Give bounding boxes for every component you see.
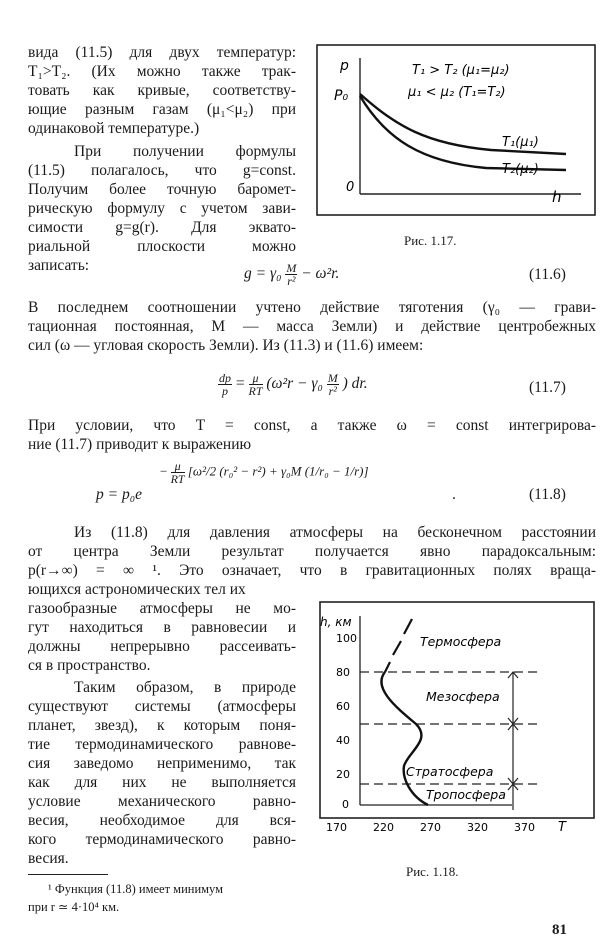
- condition-1: T₁ > T₂ (μ₁=μ₂): [412, 63, 510, 78]
- equation-number: (11.8): [529, 486, 566, 503]
- layer-label: Тропосфера: [426, 787, 506, 802]
- x-tick: 320: [467, 821, 488, 834]
- equation-11-6: [244, 262, 339, 287]
- text-line: от центра Земли результат получается явно парадоксальным:: [28, 543, 596, 560]
- footnote-rule: [28, 874, 108, 875]
- eq-p: p: [222, 384, 228, 398]
- y-tick: 20: [336, 768, 350, 781]
- text-line: весия, необходимое для вся-: [28, 812, 296, 829]
- text-line: ющие разным газам (μ₁<μ₂) при: [28, 101, 296, 118]
- figure-1-17: [316, 44, 596, 216]
- figure-1-18: [312, 600, 600, 846]
- origin-label: 0: [346, 180, 355, 195]
- text-line: ние (11.7) приводит к выражению: [28, 436, 252, 453]
- eq-r2: r²: [328, 384, 337, 398]
- text-line: T₁>T₂. (Их можно также трак-: [28, 63, 296, 80]
- eq-exp-mu: μ: [171, 460, 185, 473]
- text-line: риальной плоскости можно: [28, 238, 296, 255]
- y-tick: 60: [336, 700, 350, 713]
- eq-rhs: − ω²r.: [301, 265, 340, 283]
- condition-2: μ₁ < μ₂ (T₁=T₂): [408, 85, 506, 100]
- y-tick: 80: [336, 666, 350, 679]
- text-line: тационная постоянная, M — масса Земли) и действие центробежных: [28, 318, 596, 335]
- text-line: существуют системы (атмосферы: [28, 698, 296, 715]
- text-line: гут находиться в равновесии и: [28, 619, 296, 636]
- text-line: вида (11.5) для двух температур:: [28, 44, 296, 61]
- axis-h-label: h: [552, 188, 562, 206]
- figure-1-17-plot: [316, 44, 596, 216]
- text-line: планет, звезд), к которым поня-: [28, 717, 296, 734]
- text-line: тие термодинамического равнове-: [28, 736, 296, 753]
- text-line: ющихся астрономических тел их: [28, 581, 246, 598]
- equation-number: (11.7): [529, 379, 566, 396]
- eq-end: ) dr.: [342, 375, 368, 393]
- page-number: 81: [552, 922, 567, 938]
- axis-p-label: p: [340, 58, 349, 74]
- text-line: симости g=g(r). Для эквато-: [28, 219, 296, 236]
- text-line: p(r→∞) = ∞ ¹. Это означает, что в гравитационных полях враща-: [28, 562, 596, 579]
- curve-t1-label: T₁(μ₁): [502, 135, 539, 150]
- eq-mu: μ: [249, 372, 263, 385]
- y-tick: 40: [336, 734, 350, 747]
- eq-lhs: g = γ₀: [244, 265, 282, 283]
- text-line: Из (11.8) для давления атмосферы на бесконечном расстоянии: [74, 524, 596, 541]
- text-line: как для них не выполняется: [28, 774, 296, 791]
- text-line: весия.: [28, 850, 69, 867]
- curve-t2-label: T₂(μ₂): [502, 162, 539, 177]
- temperature-profile: [381, 672, 428, 805]
- text-line: газообразные атмосферы не мо-: [28, 600, 296, 617]
- text-line: товать как кривые, соответству-: [28, 82, 296, 99]
- text-line: ся в пространство.: [28, 657, 151, 674]
- footnote-line: ¹ Функция (11.8) имеет минимум: [48, 882, 224, 896]
- layer-label: Термосфера: [420, 634, 502, 649]
- text-line: одинаковой температуре.): [28, 120, 200, 137]
- text-line: сил (ω — угловая скорость Земли). Из (11.3) и (11.6) имеем:: [28, 337, 424, 354]
- eq-m: M: [327, 371, 338, 385]
- text-line: должны непрерывно рассеивать-: [28, 638, 296, 655]
- figure-1-18-caption: Рис. 1.18.: [406, 864, 459, 879]
- layer-label: Мезосфера: [426, 689, 500, 704]
- text-line: (11.5) полагалось, что g=const.: [28, 162, 296, 179]
- text-line: условие механического равно-: [28, 793, 296, 810]
- equation-dot: .: [452, 486, 456, 503]
- eq-mid: (ω²r − γ₀: [266, 375, 323, 393]
- text-line: В последнем соотношении учтено действие тяготения (γ₀ — грави-: [28, 299, 596, 316]
- eq-exp-body: [ω²/2 (r₀² − r²) + γ₀M (1/r₀ − 1/r)]: [187, 463, 369, 479]
- equation-number: (11.6): [529, 266, 566, 283]
- curve-t2: [360, 96, 566, 170]
- x-tick: 270: [420, 821, 441, 834]
- eq-exp-rt: RT: [170, 472, 185, 486]
- eq-den: r²: [287, 274, 296, 288]
- text-line: При условии, что T = const, а также ω = const интегрирова-: [28, 417, 596, 434]
- x-tick: 170: [326, 821, 347, 834]
- thermosphere-curve: [385, 619, 412, 672]
- equation-11-7: $\frac{dp}{p}$ = $\frac{\mu}{RT}$ (ω²r − γ₀ $\frac{M}{\text{r²}}$ ) dr.: [219, 371, 368, 398]
- x-tick: 220: [373, 821, 394, 834]
- y-tick: 100: [336, 632, 357, 645]
- equation-11-8-exponent: − $\frac{\mu}{RT}$ [ω²/2 (r₀² − r²) + γ₀M (1/r₀ − 1/r)]: [160, 459, 369, 486]
- text-line: Получим более точную баромет-: [28, 181, 296, 198]
- text-line: сия заведомо неприменимо, так: [28, 755, 296, 772]
- text-line: При получении формулы: [74, 143, 296, 160]
- x-tick: 370: [514, 821, 535, 834]
- text-line: записать:: [28, 257, 90, 274]
- figure-1-17-caption: Рис. 1.17.: [404, 233, 457, 248]
- equation-11-8-base: p = p₀e: [96, 486, 142, 503]
- text-line: Таким образом, в природе: [74, 679, 296, 696]
- eq-rt: RT: [248, 384, 263, 398]
- p0-label: P₀: [334, 88, 349, 104]
- figure-1-18-plot: [312, 600, 600, 846]
- footnote-line: при r ≃ 4·10⁴ км.: [28, 900, 120, 914]
- y-axis-label: h, км: [320, 615, 352, 629]
- eq-fraction: [285, 262, 297, 287]
- layer-label: Стратосфера: [406, 764, 494, 779]
- eq-num: M: [286, 261, 297, 275]
- eq-dp: dp: [219, 371, 231, 385]
- text-line: кого термодинамического равно-: [28, 831, 296, 848]
- text-line: рическую формулу с учетом зави-: [28, 200, 296, 217]
- y-tick: 0: [342, 798, 349, 811]
- x-axis-label: T: [558, 820, 566, 835]
